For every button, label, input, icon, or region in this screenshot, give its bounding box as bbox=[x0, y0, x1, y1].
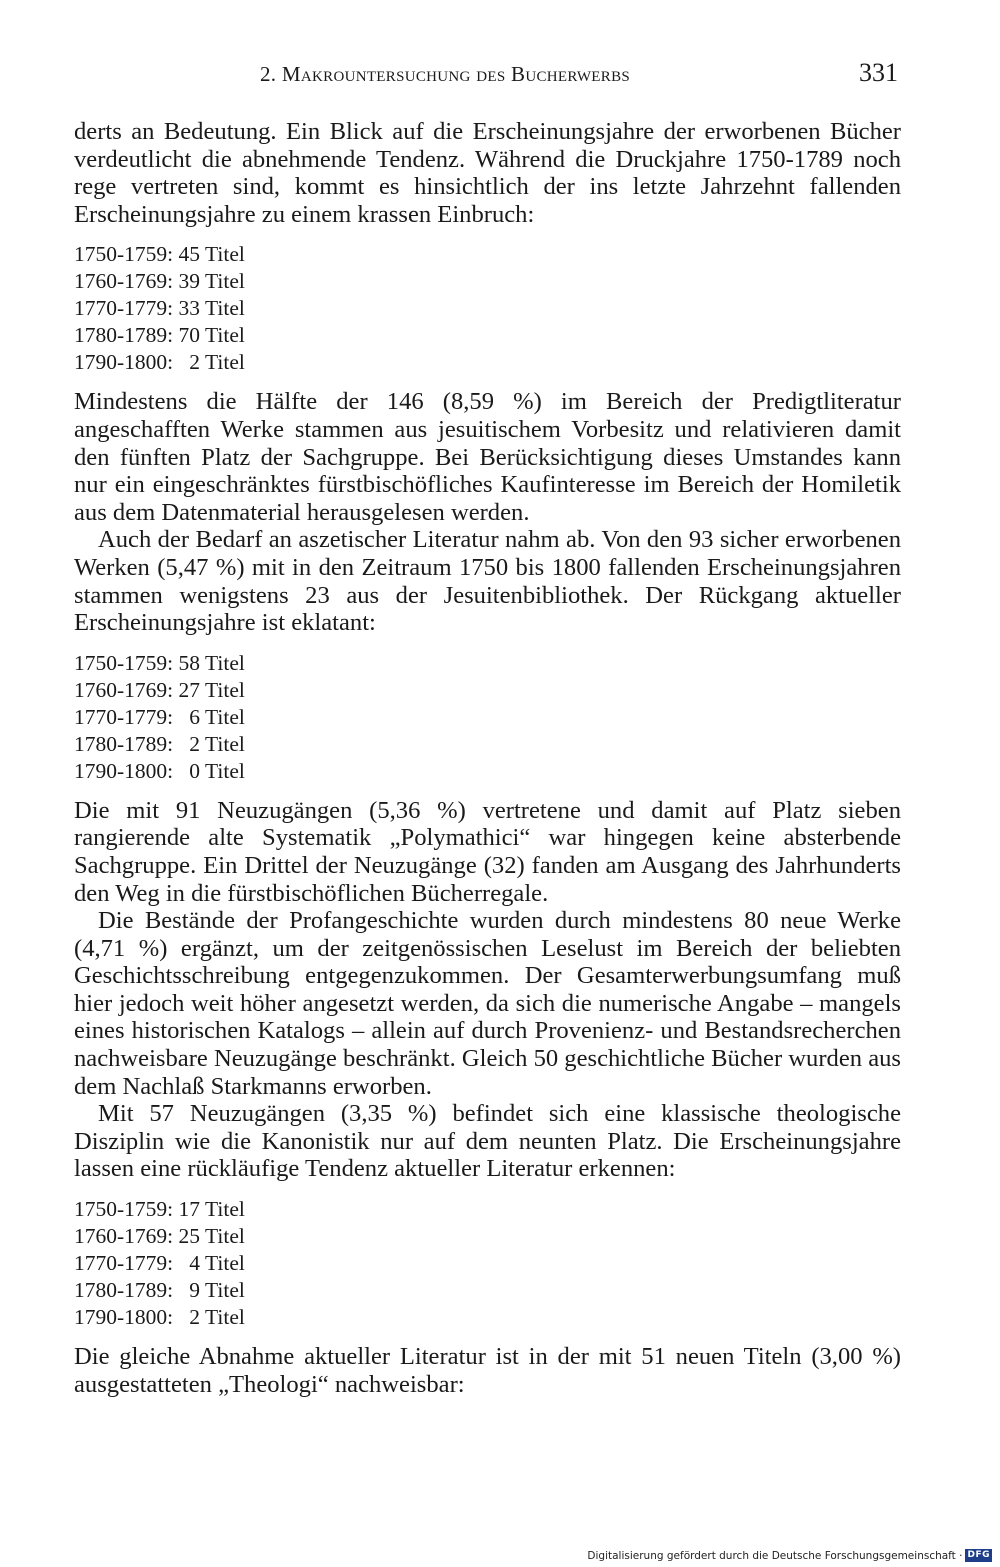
list-item: 1780-1789: 2 Titel bbox=[74, 731, 245, 756]
page-body bbox=[74, 118, 901, 1398]
list-item: 1770-1779: 4 Titel bbox=[74, 1251, 245, 1276]
paragraph-3: Auch der Bedarf an aszetischer Literatur nahm ab. Von den 93 sicher erworbenen Werken (5,47 %) mit in den Zeitraum 1750 bis 1800 fallenden Erscheinungsjahren stammen wenigstens 23 aus der Jesuitenbibliothek. Der Rückgang aktueller Erscheinungsjahre ist eklatant: bbox=[74, 526, 901, 637]
year-list-canon-law bbox=[74, 1196, 901, 1331]
list-item: 1750-1759: 58 Titel bbox=[74, 650, 245, 675]
paragraph-6: Mit 57 Neuzugängen (3,35 %) befindet sich eine klassische theologische Disziplin wie die Kanonistik nur auf dem neunten Platz. Die Erscheinungsjahre lassen eine rückläufige Tendenz aktueller Literatur erkennen: bbox=[74, 1100, 901, 1183]
paragraph-2: Mindestens die Hälfte der 146 (8,59 %) im Bereich der Predigtliteratur angeschafften Werke stammen aus jesuitischem Vorbesitz und relativieren damit den fünften Platz der Sachgruppe. Bei Berücksichtigung dieses Umstandes kann nur ein eingeschränktes fürstbischöfliches Kaufinteresse im Bereich der Homiletik aus dem Datenmaterial herausgelesen werden. bbox=[74, 388, 901, 526]
paragraph-5: Die Bestände der Profangeschichte wurden durch mindestens 80 neue Werke (4,71 %) ergänzt, um der zeitgenössischen Leselust im Bereich der beliebten Geschichtsschreibung entgegenzukommen. Der Gesamterwerbungsumfang muß hier jedoch weit höher angesetzt werden, da sich die numerische Angabe – mangels eines historischen Katalogs – allein auf durch Provenienz- und Bestandsrecherchen nachweisbare Neuzugänge beschränkt. Gleich 50 geschichtliche Bücher wurden aus dem Nachlaß Starkmanns erworben. bbox=[74, 907, 901, 1100]
running-header bbox=[74, 58, 900, 94]
list-item: 1790-1800: 0 Titel bbox=[74, 758, 245, 783]
list-item: 1790-1800: 2 Titel bbox=[74, 1305, 245, 1330]
paragraph-1: derts an Bedeutung. Ein Blick auf die Erscheinungsjahre der erworbenen Bücher verdeutlicht die abnehmende Tendenz. Während die Druckjahre 1750-1789 noch rege vertreten sind, kommt es hinsichtlich der ins letzte Jahrzehnt fallenden Erscheinungsjahre zu einem krassen Einbruch: bbox=[74, 118, 901, 228]
year-list-preaching bbox=[74, 241, 901, 376]
list-item: 1750-1759: 45 Titel bbox=[74, 242, 245, 267]
paragraph-4: Die mit 91 Neuzugängen (5,36 %) vertretene und damit auf Platz sieben rangierende alte Systematik „Polymathici“ war hingegen keine absterbende Sachgruppe. Ein Drittel der Neuzugänge (32) fanden am Ausgang des Jahrhunderts den Weg in die fürstbischöflichen Bücherregale. bbox=[74, 796, 901, 907]
list-item: 1780-1789: 9 Titel bbox=[74, 1278, 245, 1303]
running-title: 2. Makrountersuchung des Bucherwerbs bbox=[260, 62, 631, 86]
list-item: 1760-1769: 25 Titel bbox=[74, 1224, 245, 1249]
paragraph-7: Die gleiche Abnahme aktueller Literatur ist in der mit 51 neuen Titeln (3,00 %) ausgestatteten „Theologi“ nachweisbar: bbox=[74, 1343, 901, 1398]
digitization-footer bbox=[587, 1549, 992, 1562]
list-item: 1790-1800: 2 Titel bbox=[74, 350, 245, 375]
list-item: 1760-1769: 39 Titel bbox=[74, 269, 245, 294]
list-item: 1780-1789: 70 Titel bbox=[74, 323, 245, 348]
list-item: 1770-1779: 33 Titel bbox=[74, 296, 245, 321]
year-list-ascetic bbox=[74, 650, 901, 785]
footer-text: Digitalisierung gefördert durch die Deutsche Forschungsgemeinschaft · bbox=[587, 1549, 963, 1562]
dfg-logo: DFG bbox=[967, 1550, 990, 1560]
list-item: 1750-1759: 17 Titel bbox=[74, 1197, 245, 1222]
list-item: 1760-1769: 27 Titel bbox=[74, 677, 245, 702]
list-item: 1770-1779: 6 Titel bbox=[74, 704, 245, 729]
page-number: 331 bbox=[859, 58, 898, 87]
